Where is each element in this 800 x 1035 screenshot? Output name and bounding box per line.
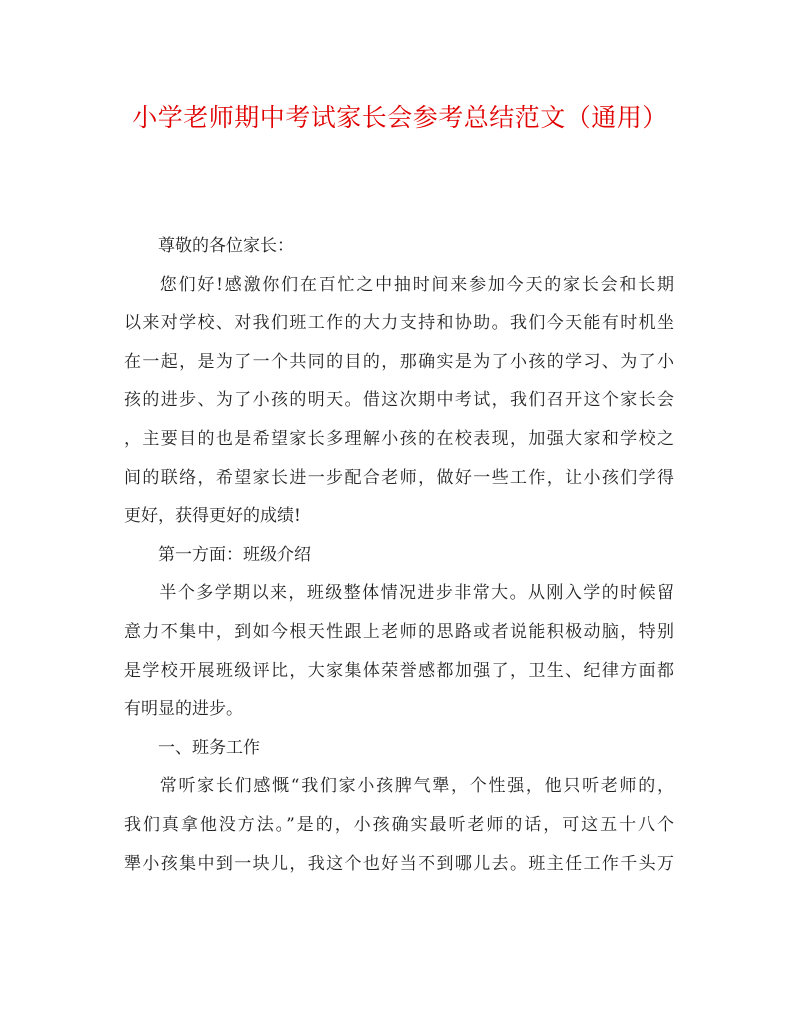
paragraph-line: 一、班务工作	[158, 737, 260, 758]
paragraph-line: 尊敬的各位家长：	[158, 236, 294, 256]
class-intro-paragraph	[124, 574, 674, 728]
paragraph-line: 常听家长们感慨“我们家小孩脾气犟，个性强，他只听老师的，	[158, 776, 674, 797]
paragraph-line: 犟小孩集中到一块儿，我这个也好当不到哪儿去。班主任工作千头万	[124, 853, 674, 874]
document-body	[124, 227, 674, 883]
salutation-paragraph	[124, 227, 674, 266]
subsection-heading	[124, 729, 674, 768]
paragraph-line: 在一起，是为了一个共同的目的，那确实是为了小孩的学习、为了小	[124, 351, 674, 372]
section-heading	[124, 536, 674, 575]
document-title: 小学老师期中考试家长会参考总结范文（通用）	[132, 103, 668, 132]
paragraph-line: 半个多学期以来，班级整体情况进步非常大。从刚入学的时候留	[158, 583, 674, 604]
paragraph-line: 更好，获得更好的成绩!	[124, 506, 301, 527]
paragraph-line: 有明显的进步。	[124, 699, 243, 720]
paragraph-line: 间的联络，希望家长进一步配合老师，做好一些工作，让小孩们学得	[124, 467, 674, 488]
class-work-paragraph	[124, 767, 674, 883]
paragraph-line: 意力不集中，到如今根天性跟上老师的思路或者说能积极动脑，特别	[124, 621, 674, 642]
paragraph-line: 我们真拿他没方法。”是的，小孩确实最听老师的话，可这五十八个	[124, 814, 674, 835]
paragraph-line: 以来对学校、对我们班工作的大力支持和协助。我们今天能有时机坐	[124, 313, 674, 334]
paragraph-line: 第一方面：班级介绍	[158, 544, 311, 565]
paragraph-line: 孩的进步、为了小孩的明天。借这次期中考试，我们召开这个家长会	[124, 390, 674, 411]
intro-paragraph	[124, 266, 674, 536]
paragraph-line: ，主要目的也是希望家长多理解小孩的在校表现，加强大家和学校之	[124, 428, 674, 449]
paragraph-line: 您们好!感激你们在百忙之中抽时间来参加今天的家长会和长期	[158, 274, 674, 295]
paragraph-line: 是学校开展班级评比，大家集体荣誉感都加强了，卫生、纪律方面都	[124, 660, 674, 681]
